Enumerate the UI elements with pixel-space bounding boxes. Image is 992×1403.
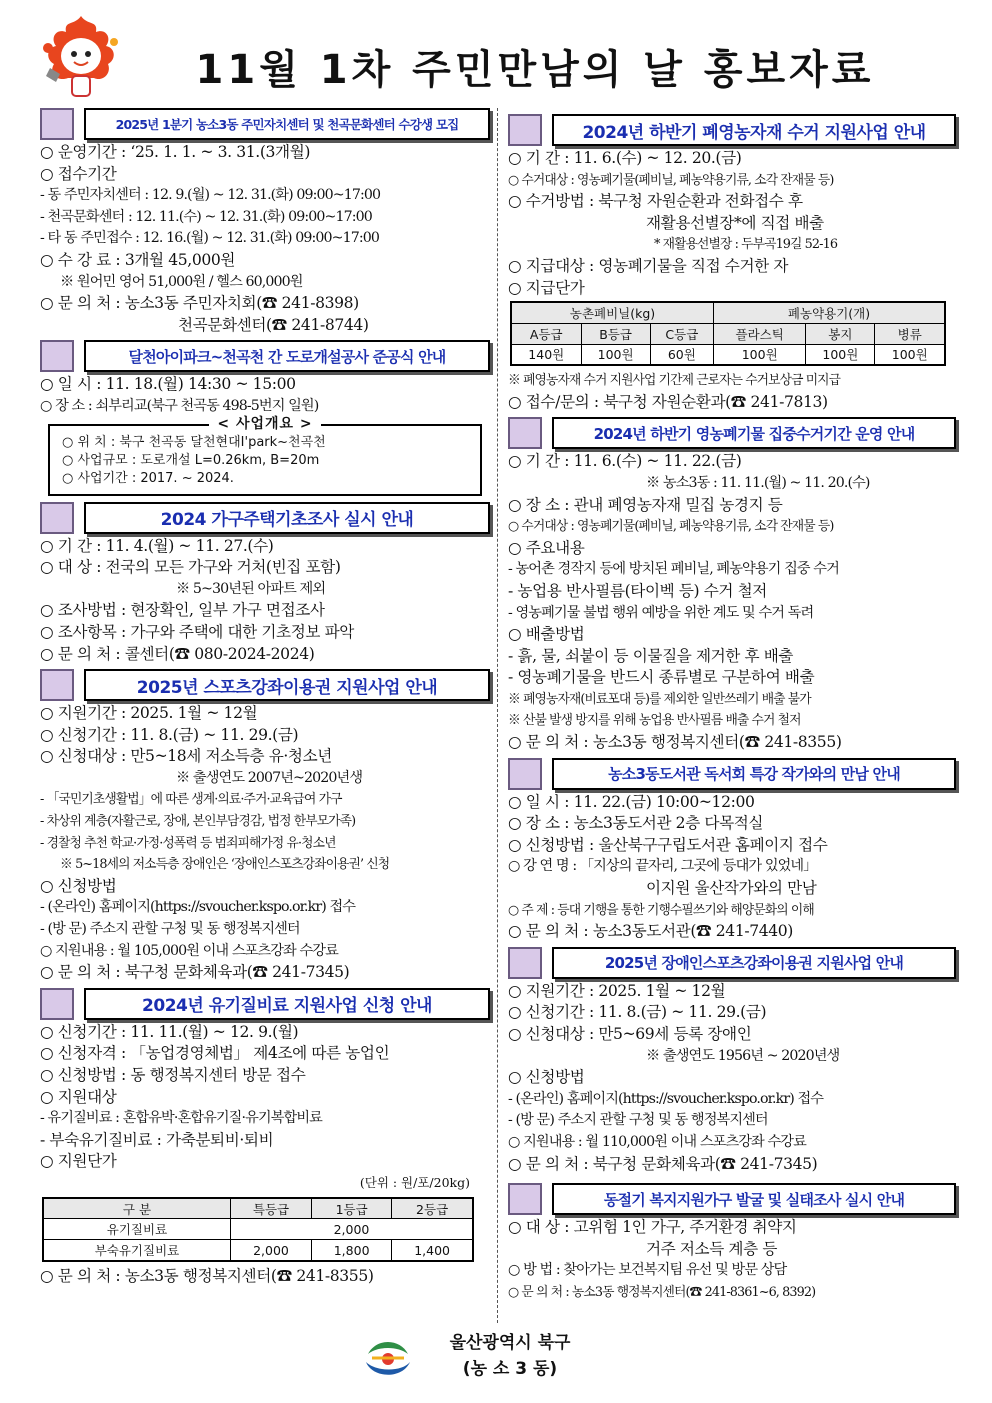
note-line: ※ 출생연도 2007년~2020년생 (176, 769, 363, 786)
table-header: 플라스틱 (714, 323, 806, 344)
info-line: ○ 문 의 처 : 북구청 문화체육과(☎ 241-7345) (40, 963, 350, 982)
info-line: 이지원 울산작가와의 만남 (646, 879, 817, 898)
section-marker (40, 669, 74, 701)
box-line: ○ 사업기간 : 2017. ~ 2024. (62, 470, 234, 486)
info-line: ○ 기 간 : 11. 6.(수) ~ 11. 22.(금) (508, 452, 742, 471)
info-line: ○ 장 소 : 쇠부리교(북구 천곡동 498-5번지 일원) (40, 397, 319, 414)
note-line: ※ 농소3동 : 11. 11.(월) ~ 11. 20.(수) (646, 474, 870, 491)
section-title: 2024년 유기질비료 지원사업 신청 안내 (84, 988, 490, 1020)
info-line: ○ 지원기간 : 2025. 1월 ~ 12월 (40, 704, 258, 723)
box-title: < 사업개요 > (209, 416, 320, 432)
info-line: ○ 문 의 처 : 농소3동 행정복지센터(☎ 241-8355) (40, 1266, 374, 1285)
info-line: ○ 주 제 : 등대 기행을 통한 기행수필쓰기와 해양문화의 이해 (508, 902, 814, 918)
info-line: ○ 문 의 처 : 북구청 문화체육과(☎ 241-7345) (508, 1154, 818, 1173)
left-column (40, 104, 490, 1288)
box-line: ○ 위 치 : 북구 천곡동 달천현대I'park~천곡천 (62, 434, 326, 450)
section-disabled-sports-voucher (508, 945, 956, 1175)
info-line: ○ 장 소 : 농소3동도서관 2층 다목적실 (508, 814, 764, 833)
table-cell: 100원 (581, 344, 650, 365)
section-waste-collection (508, 112, 956, 413)
dong-name: (농 소 3 동) (462, 1359, 558, 1379)
info-line: - 영농폐기물 불법 행위 예방을 위한 계도 및 수거 독려 (508, 604, 814, 621)
info-line: ○ 신청방법 : 동 행정복지센터 방문 접수 (40, 1066, 306, 1084)
section-library-lecture (508, 756, 956, 943)
info-line: ○ 수거방법 : 북구청 자원순환과 전화접수 후 (508, 192, 803, 211)
info-line: - 타 동 주민접수 : 12. 16.(월) ~ 12. 31.(화) 09:00~17:00 (40, 230, 380, 247)
table-header: 병류 (875, 323, 945, 344)
info-line: ○ 지급대상 : 영농폐기물을 직접 수거한 자 (508, 256, 789, 275)
table-cell: 유기질비료 (43, 1219, 230, 1240)
table-cell: 2,000 (230, 1240, 311, 1261)
section-marker (508, 1183, 542, 1215)
note-line: ※ 산불 발생 방지를 위해 농업용 반사필름 배출 수거 철저 (508, 713, 801, 729)
section-title: 농소3동도서관 독서회 특강 작가와의 만남 안내 (552, 758, 956, 790)
section-marker (40, 340, 74, 372)
info-line: ○ 지원단가 (40, 1152, 117, 1171)
info-line: ○ 수거대상 : 영농폐기물(폐비닐, 폐농약용기류, 소각 잔재물 등) (508, 519, 834, 535)
info-line: ○ 지원대상 (40, 1087, 117, 1106)
info-line: 천곡문화센터(☎ 241-8744) (178, 315, 369, 334)
unit-label: (단위 : 원/포/20kg) (359, 1174, 470, 1190)
table-cell: 2,000 (230, 1219, 473, 1240)
table-header: A등급 (511, 323, 581, 344)
table-cell: 100원 (875, 344, 945, 365)
table-header: C등급 (650, 323, 713, 344)
info-line: ○ 문 의 처 : 농소3동 주민자치회(☎ 241-8398) (40, 294, 359, 313)
section-title: 2024년 하반기 폐영농자재 수거 지원사업 안내 (552, 114, 956, 146)
footer-org (420, 1330, 600, 1382)
note-line: ※ 5~18세의 저소득층 장애인은 ‘장애인스포츠강좌이용권’ 신청 (60, 857, 390, 873)
info-line: ○ 신청기간 : 11. 11.(월) ~ 12. 9.(월) (40, 1022, 299, 1041)
section-winter-welfare (508, 1181, 956, 1303)
section-marker (40, 502, 74, 534)
section-marker (508, 758, 542, 790)
info-line: ○ 접수/문의 : 북구청 자원순환과(☎ 241-7813) (508, 392, 828, 411)
info-line: ○ 신청대상 : 만5~18세 저소득층 유·청소년 (40, 747, 332, 766)
info-line: ○ 기 간 : 11. 6.(수) ~ 12. 20.(금) (508, 149, 742, 167)
info-line: ○ 신청대상 : 만5~69세 등록 장애인 (508, 1025, 752, 1043)
section-marker (508, 947, 542, 979)
section-title: 달천아이파크~천곡천 간 도로개설공사 준공식 안내 (84, 340, 490, 372)
info-line: ○ 문 의 처 : 농소3동 행정복지센터(☎ 241-8355) (508, 733, 842, 752)
info-line: ○ 접수기간 (40, 164, 117, 183)
info-line: ○ 문 의 처 : 콜센터(☎ 080-2024-2024) (40, 644, 315, 663)
page-title: 11월 1차 주민만남의 날 홍보자료 (195, 47, 875, 93)
info-line: ○ 장 소 : 관내 폐영농자재 밀집 농경지 등 (508, 495, 783, 514)
table-cell: 100원 (714, 344, 806, 365)
section-title: 2025년 스포츠강좌이용권 지원사업 안내 (84, 669, 490, 701)
table-cell: 1,800 (312, 1240, 392, 1261)
info-line: ○ 방 법 : 찾아가는 보건복지팀 유선 및 방문 상담 (508, 1262, 787, 1279)
section-marker (40, 108, 74, 140)
box-line: ○ 사업규모 : 도로개설 L=0.26km, B=20m (62, 452, 320, 468)
info-line: ○ 신청방법 (508, 1068, 585, 1087)
section-title: 2024년 하반기 영농폐기물 집중수거기간 운영 안내 (552, 417, 956, 449)
info-line: ○ 대 상 : 전국의 모든 가구와 거처(빈집 포함) (40, 558, 341, 577)
info-line: ○ 운영기간 : ‘25. 1. 1. ~ 3. 31.(3개월) (40, 143, 311, 161)
section-title: 동절기 복지지원가구 발굴 및 실태조사 실시 안내 (552, 1183, 956, 1215)
section-title: 2025년 장애인스포츠강좌이용권 지원사업 안내 (552, 947, 956, 979)
table-header: 농촌폐비닐(kg) (511, 302, 714, 323)
info-line: ○ 주요내용 (508, 538, 585, 557)
info-line: ○ 문 의 처 : 농소3동도서관(☎ 241-7440) (508, 922, 793, 941)
info-line: ○ 신청방법 : 울산북구구립도서관 홈페이지 접수 (508, 835, 828, 854)
table-cell: 1,400 (392, 1240, 473, 1261)
note-line: ※ 출생연도 1956년 ~ 2020년생 (646, 1047, 840, 1064)
section-sports-voucher (40, 667, 490, 984)
section-waste-intensive (508, 415, 956, 753)
info-line: ○ 신청기간 : 11. 8.(금) ~ 11. 29.(금) (508, 1003, 767, 1022)
info-line: - 「국민기초생활법」에 따른 생계·의료·주거·교육급여 가구 (40, 792, 342, 808)
info-line: - 농어촌 경작지 등에 방치된 폐비닐, 폐농약용기 집중 수거 (508, 561, 839, 578)
section-organic-fertilizer (40, 986, 490, 1288)
note-line: ※ 5~30년된 아파트 제외 (176, 580, 326, 597)
column-divider (497, 108, 498, 1323)
table-cell: 60원 (650, 344, 713, 365)
info-line: ○ 수 강 료 : 3개월 45,000원 (40, 250, 236, 269)
waste-price-table (510, 301, 946, 366)
info-line: ○ 조사항목 : 가구와 주택에 대한 기초정보 파악 (40, 622, 354, 641)
table-cell: 140원 (511, 344, 581, 365)
footer (0, 1326, 992, 1396)
info-line: ○ 지원내용 : 월 105,000원 이내 스포츠강좌 수강료 (40, 942, 338, 959)
table-cell: 100원 (806, 344, 875, 365)
right-column (508, 104, 956, 1304)
torch-mascot-icon (36, 12, 126, 104)
info-line: ○ 일 시 : 11. 18.(월) 14:30 ~ 15:00 (40, 375, 296, 394)
info-line: 재활용선별장*에 직접 배출 (646, 213, 824, 232)
info-line: ○ 일 시 : 11. 22.(금) 10:00~12:00 (508, 792, 755, 811)
info-line: ○ 수거대상 : 영농폐기물(폐비닐, 폐농약용기류, 소각 잔재물 등) (508, 172, 834, 188)
info-line: - 경찰청 추천 학교·가정·성폭력 등 범죄피해가정 유·청소년 (40, 835, 336, 851)
info-line: - 영농폐기물을 반드시 종류별로 구분하여 배출 (508, 668, 815, 687)
table-header: 봉지 (806, 323, 875, 344)
section-household-survey (40, 500, 490, 666)
note-line: ※ 폐영농자재 수거 지원사업 기간제 근로자는 수거보상금 미지급 (508, 373, 841, 389)
note-line: ※ 폐영농자재(비료포대 등)를 제외한 일반쓰레기 배출 불가 (508, 691, 811, 707)
table-header: 폐농약용기(개) (714, 302, 945, 323)
info-line: ○ 조사방법 : 현장확인, 일부 가구 면접조사 (40, 601, 325, 620)
org-name: 울산광역시 북구 (449, 1333, 571, 1353)
info-line: ○ 지원기간 : 2025. 1월 ~ 12월 (508, 981, 726, 1000)
info-line: - (온라인) 홈페이지(https://svoucher.kspo.or.kr) 접수 (508, 1090, 824, 1107)
note-line: ※ 원어민 영어 51,000원 / 헬스 60,000원 (60, 273, 303, 290)
info-line: - (방 문) 주소지 관할 구청 및 동 행정복지센터 (508, 1112, 768, 1129)
info-line: ○ 신청방법 (40, 876, 117, 895)
info-line: ○ 지원내용 : 월 110,000원 이내 스포츠강좌 수강료 (508, 1133, 806, 1150)
table-header: 특등급 (230, 1198, 311, 1219)
info-line: 거주 저소득 계층 등 (646, 1239, 777, 1258)
info-line: - 차상위 계층(자활근로, 장애, 본인부담경감, 법정 한부모가족) (40, 814, 356, 830)
section-title: 2024 가구주택기초조사 실시 안내 (84, 502, 490, 534)
table-header: 1등급 (312, 1198, 392, 1219)
info-line: - 동 주민자치센터 : 12. 9.(월) ~ 12. 31.(화) 09:00~17:00 (40, 187, 381, 204)
project-overview-box (48, 415, 482, 496)
section-title: 2025년 1분기 농소3동 주민자치센터 및 천곡문화센터 수강생 모집 (84, 108, 490, 140)
bukgu-logo-icon (362, 1332, 414, 1384)
section-lecture-recruit (40, 106, 490, 336)
info-line: - (온라인) 홈페이지(https://svoucher.kspo.or.kr) 접수 (40, 899, 356, 916)
table-cell: 부숙유기질비료 (43, 1240, 230, 1261)
info-line: - (방 문) 주소지 관할 구청 및 동 행정복지센터 (40, 921, 300, 938)
section-marker (508, 114, 542, 146)
info-line: ○ 강 연 명 : 「지상의 끝자리, 그곳에 등대가 있었네」 (508, 858, 817, 875)
info-line: ○ 기 간 : 11. 4.(월) ~ 11. 27.(수) (40, 536, 274, 555)
info-line: ○ 배출방법 (508, 625, 585, 644)
info-line: ○ 지급단가 (508, 278, 585, 297)
section-marker (40, 988, 74, 1020)
section-marker (508, 417, 542, 449)
fertilizer-price-table (42, 1197, 474, 1262)
table-header: B등급 (581, 323, 650, 344)
section-road-ceremony (40, 338, 490, 495)
info-line: ○ 문 의 처 : 농소3동 행정복지센터(☎ 241-8361~6, 8392) (508, 1284, 816, 1300)
table-header: 구 분 (43, 1198, 230, 1219)
info-line: - 유기질비료 : 혼합유박·혼합유기질·유기복합비료 (40, 1110, 322, 1127)
info-line: - 부숙유기질비료 : 가축분퇴비·퇴비 (40, 1130, 274, 1149)
note-line: * 재활용선별장 : 두부곡19길 52-16 (654, 237, 838, 253)
info-line: - 천곡문화센터 : 12. 11.(수) ~ 12. 31.(화) 09:00~17:00 (40, 208, 372, 225)
info-line: - 흙, 물, 쇠붙이 등 이물질을 제거한 후 배출 (508, 646, 794, 665)
info-line: - 농업용 반사필름(타이벡 등) 수거 철저 (508, 581, 767, 600)
table-header: 2등급 (392, 1198, 473, 1219)
info-line: ○ 대 상 : 고위험 1인 가구, 주거환경 취약지 (508, 1218, 797, 1237)
info-line: ○ 신청기간 : 11. 8.(금) ~ 11. 29.(금) (40, 725, 299, 744)
info-line: ○ 신청자격 : 「농업경영체법」 제4조에 따른 농업인 (40, 1044, 390, 1063)
